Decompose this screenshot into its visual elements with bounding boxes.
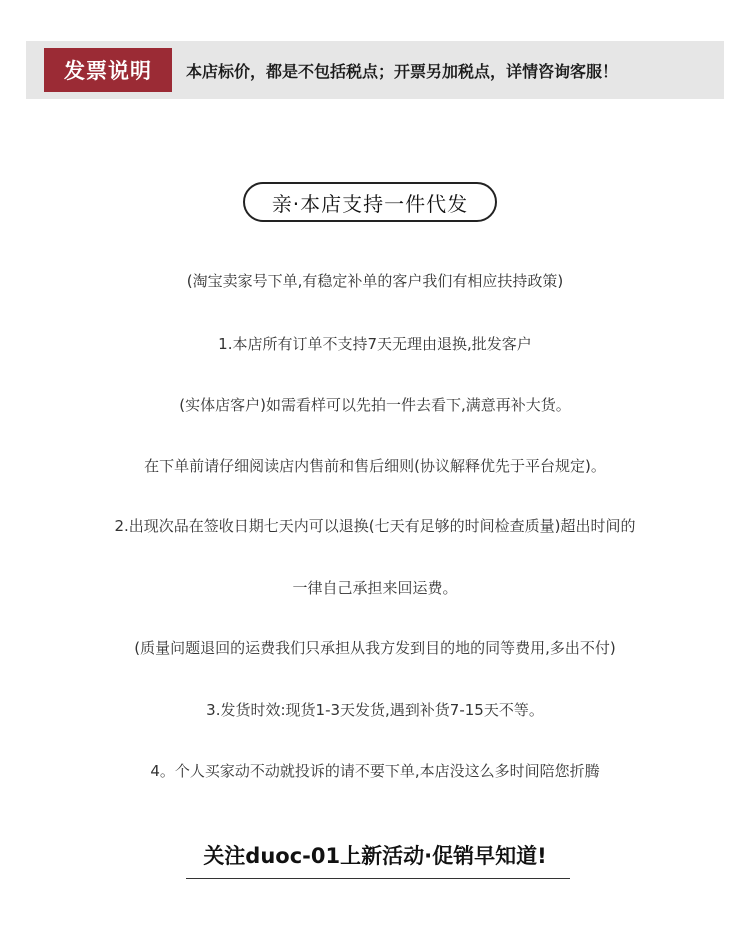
footer-underline: [186, 878, 570, 879]
policy-line: (实体店客户)如需看样可以先拍一件去看下,满意再补大货。: [179, 396, 571, 414]
policy-line: 2.出现次品在签收日期七天内可以退换(七天有足够的时间检查质量)超出时间的: [114, 517, 636, 535]
dropship-headline: 亲·本店支持一件代发: [243, 182, 497, 222]
invoice-text: 本店标价，都是不包括税点；开票另加税点，详情咨询客服！: [186, 61, 619, 81]
policy-line: 一律自己承担来回运费。: [292, 579, 458, 597]
policy-line: 4。个人买家动不动就投诉的请不要下单,本店没这么多时间陪您折腾: [150, 762, 600, 780]
policy-line: (质量问题退回的运费我们只承担从我方发到目的地的同等费用,多出不付): [134, 639, 616, 657]
invoice-tag: 发票说明: [44, 48, 172, 92]
policy-line: 3.发货时效:现货1-3天发货,遇到补货7-15天不等。: [206, 701, 544, 719]
policy-line: 在下单前请仔细阅读店内售前和售后细则(协议解释优先于平台规定)。: [144, 457, 606, 475]
policy-line: 1.本店所有订单不支持7天无理由退换,批发客户: [218, 335, 532, 353]
invoice-notice-bar: [26, 41, 724, 99]
follow-promo-text: 关注duoc-01上新活动·促销早知道!: [203, 844, 547, 868]
policy-line: (淘宝卖家号下单,有稳定补单的客户我们有相应扶持政策): [186, 272, 564, 290]
